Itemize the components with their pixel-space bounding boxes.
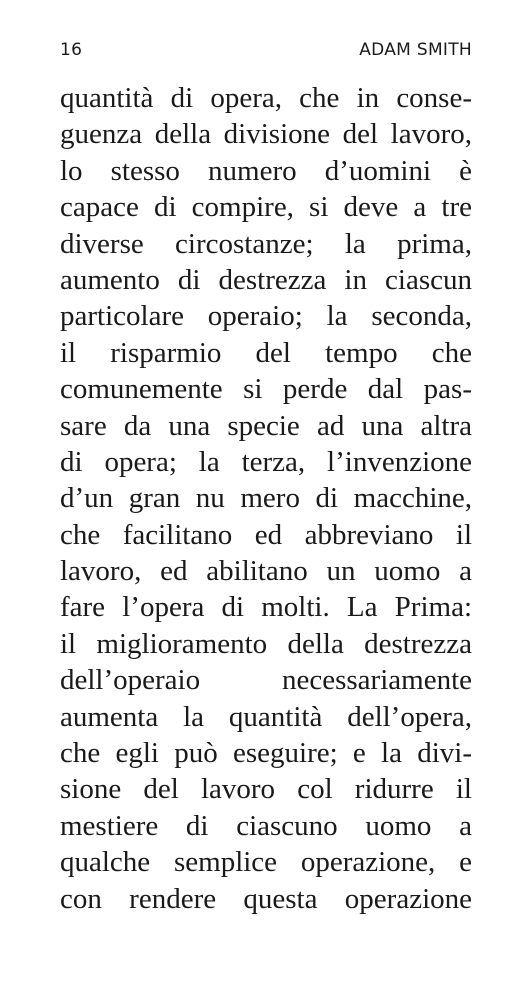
text-line: il miglioramento della destrezza [60,627,472,660]
running-head-author: ADAM SMITH [359,40,472,60]
page-number: 16 [60,40,83,60]
text-line: qualche semplice operazione, e [60,846,472,879]
text-line: lo stesso numero d’uomini è [60,154,472,187]
text-line: aumento di destrezza in ciascun [60,263,472,296]
text-line: quantità di opera, che in conse- [60,82,472,114]
text-line: dell’operaio necessariamente [60,664,472,697]
text-line: mestiere di ciascuno uomo a [60,809,472,842]
text-line: sione del lavoro col ridurre il [60,773,472,806]
body-text [60,80,472,917]
text-line: particolare operaio; la seconda, [60,300,472,333]
text-line: d’un gran nu mero di macchine, [60,482,472,515]
text-line: guenza della divisione del lavoro, [60,118,472,151]
text-line: sare da una specie ad una altra [60,409,472,442]
text-line: il risparmio del tempo che [60,336,472,369]
text-line: comunemente si perde dal pas- [60,373,472,406]
running-head [60,40,472,66]
text-line: con rendere questa operazione [60,882,472,915]
text-line: che egli può eseguire; e la divi- [60,737,472,770]
text-line: capace di compire, si deve a tre [60,191,472,224]
text-line: di opera; la terza, l’invenzione [60,445,472,478]
text-line: aumenta la quantità dell’opera, [60,700,472,733]
text-line: lavoro, ed abilitano un uomo a [60,555,472,588]
text-line: che facilitano ed abbreviano il [60,518,472,551]
text-line: diverse circostanze; la prima, [60,227,472,260]
text-line: fare l’opera di molti. La Prima: [60,591,472,624]
